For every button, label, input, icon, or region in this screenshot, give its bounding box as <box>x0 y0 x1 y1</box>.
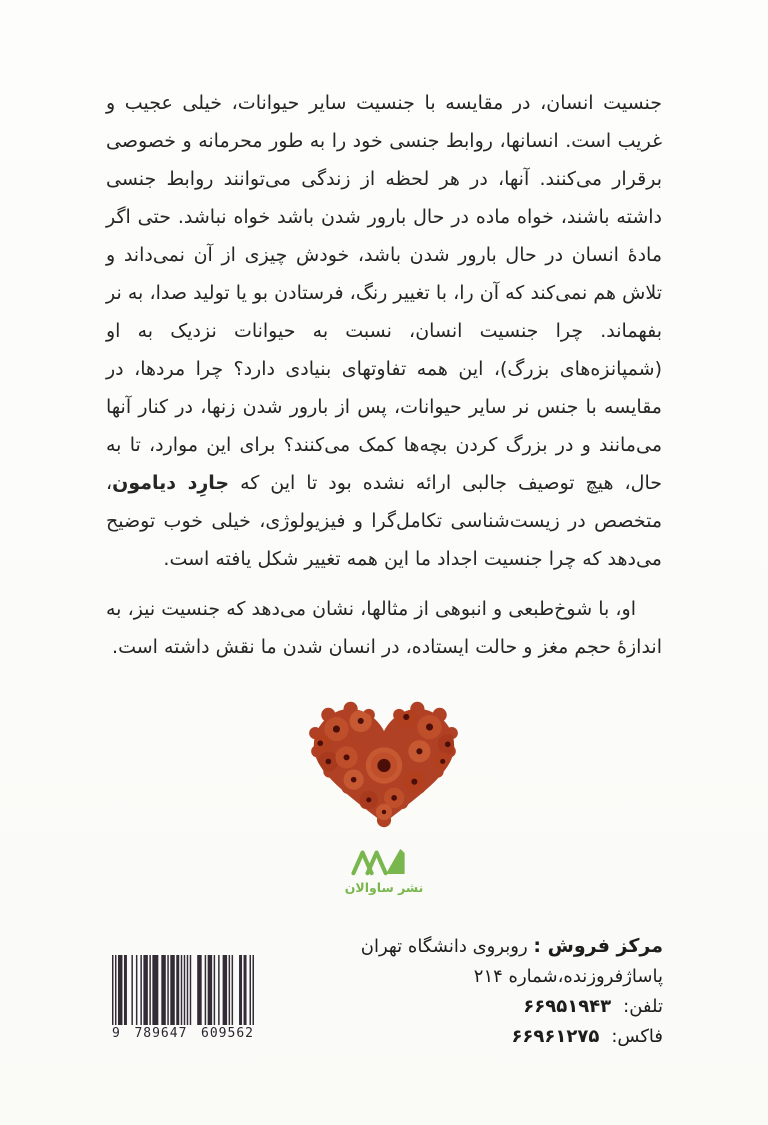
mountains-logo-icon <box>351 842 417 878</box>
publisher-logo <box>324 842 444 895</box>
author-name-bold: جارِد دیامون <box>112 472 230 494</box>
phone-line <box>361 992 663 1022</box>
fax-number: ۶۶۹۶۱۲۷۵ <box>511 1026 600 1047</box>
synopsis-text <box>106 84 662 666</box>
fax-line <box>361 1022 663 1052</box>
flower-heart-icon <box>298 698 470 836</box>
flower-heart-image <box>298 698 470 836</box>
contact-info <box>361 931 663 1052</box>
barcode-digit-group: 789647 <box>134 1026 188 1041</box>
synopsis-p1-after: ، متخصص در زیست‌شناسی تکامل‌گرا و فیزیولوژی، خیلی خوب توضیح می‌دهد که چرا جنسیت اجداد ما این همه تغییر شکل یافته است. <box>106 472 662 570</box>
isbn-barcode <box>112 955 254 1041</box>
publisher-name: نشر ساوالان <box>344 880 424 895</box>
sales-center-line <box>361 931 663 962</box>
synopsis-paragraph-1 <box>106 84 662 578</box>
fax-label: فاکس: <box>611 1026 663 1047</box>
barcode-digits <box>112 1026 254 1041</box>
synopsis-paragraph-2: او، با شوخ‌طبعی و انبوهی از مثالها، نشان می‌دهد که جنسیت نیز، به اندازهٔ حجم مغز و حالت ایستاده، در انسان شدن ما نقش داشته است. <box>106 598 662 658</box>
barcode-bars <box>112 955 254 1025</box>
barcode-digit-group: 609562 <box>201 1026 254 1041</box>
phone-number: ۶۶۹۵۱۹۴۳ <box>523 996 612 1017</box>
phone-label: تلفن: <box>623 996 663 1017</box>
address-line: پاساژفروزنده،شماره ۲۱۴ <box>473 966 663 987</box>
sales-center-label: مرکز فروش : <box>533 935 663 957</box>
synopsis-p1-before: جنسیت انسان، در مقایسه با جنسیت سایر حیوانات، خیلی عجیب و غریب است. انسانها، روابط جنسی خود را به طور محرمانه و خصوصی برقرار می‌کنند. آنها، در هر لحظه از زندگی می‌توانند روابط جنسی داشته باشند، خواه ماده در حال بارور شدن باشد خواه نباشد. حتی اگر مادهٔ انسان در حال بارور شدن باشد، خودش چیزی از آن نمی‌داند و تلاش هم نمی‌کند که آن را، با تغییر رنگ، فرستادن بو یا تولید صدا، به نر بفهماند. چرا جنسیت انسان، نسبت به حیوانات نزدیک به او (شمپانزه‌های بزرگ)، این همه تفاوتهای بنیادی دارد؟ چرا مردها، در مقایسه با جنس نر سایر حیوانات، پس از بارور شدن زنها، در کنار آنها می‌مانند و در بزرگ کردن بچه‌ها کمک می‌کنند؟ برای این موارد، تا به حال، هیچ توصیف جالبی ارائه نشده بود تا این که <box>106 92 662 494</box>
barcode-digit-group: 9 <box>112 1026 121 1041</box>
sales-center-value: روبروی دانشگاه تهران <box>360 936 528 957</box>
